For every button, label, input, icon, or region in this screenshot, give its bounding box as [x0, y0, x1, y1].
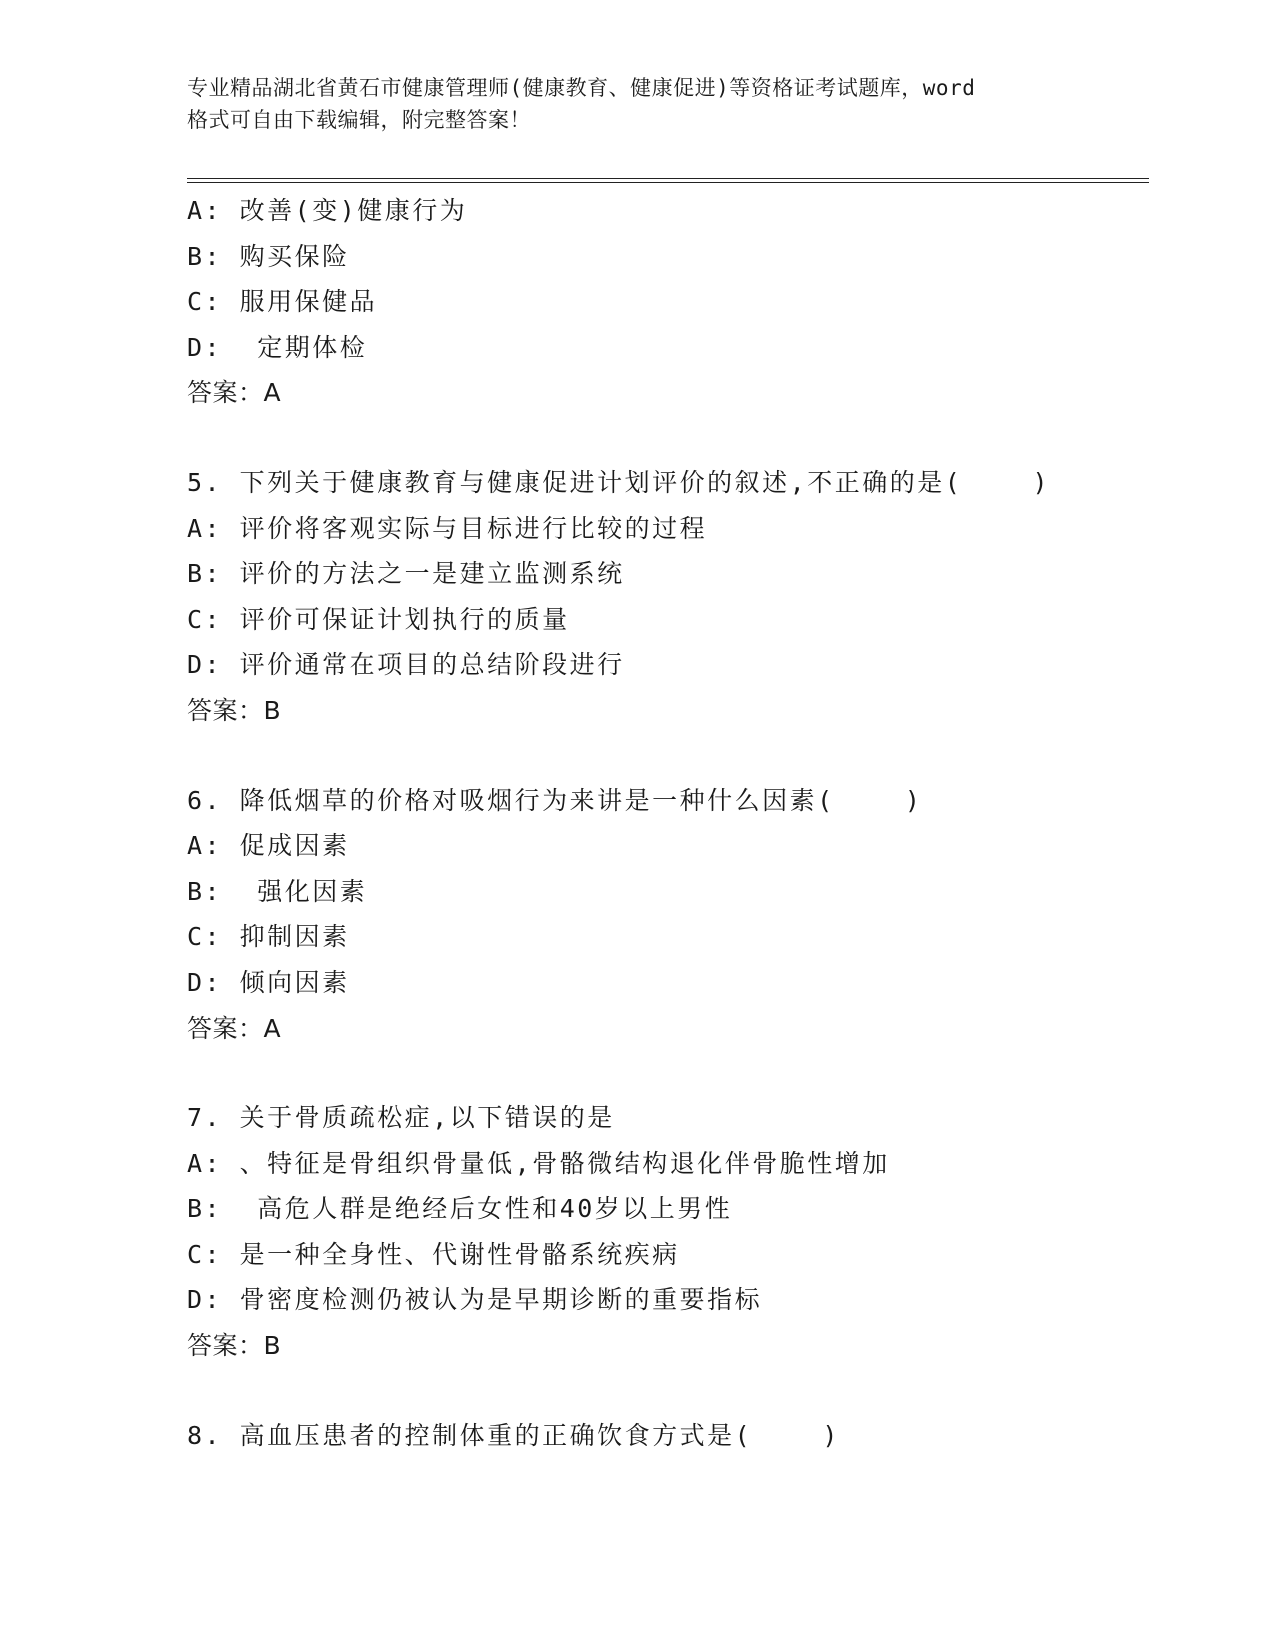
option-c: C: 是一种全身性、代谢性骨骼系统疾病: [187, 1239, 680, 1269]
question-text: 6. 降低烟草的价格对吸烟行为来讲是一种什么因素( ): [187, 785, 923, 815]
spacer: [187, 1369, 1147, 1413]
option-a: A: 、特征是骨组织骨量低,骨骼微结构退化伴骨脆性增加: [187, 1148, 890, 1178]
document-header: [187, 72, 1107, 136]
spacer: [187, 416, 1147, 460]
question-text: 5. 下列关于健康教育与健康促进计划评价的叙述,不正确的是( ): [187, 467, 1051, 497]
option-d: D: 定期体检: [187, 332, 368, 362]
option-d: D: 骨密度检测仍被认为是早期诊断的重要指标: [187, 1285, 763, 1315]
question-4: [187, 188, 1147, 416]
question-6: [187, 778, 1147, 1052]
option-b: B: 评价的方法之一是建立监测系统: [187, 559, 625, 589]
question-5: [187, 460, 1147, 734]
option-c: C: 服用保健品: [187, 287, 378, 317]
question-text: 8. 高血压患者的控制体重的正确饮食方式是( ): [187, 1420, 840, 1450]
question-8: [187, 1413, 1147, 1459]
option-a: A: 促成因素: [187, 831, 350, 861]
option-a: A: 改善(变)健康行为: [187, 196, 468, 225]
answer: 答案：B: [187, 1331, 282, 1361]
option-d: D: 评价通常在项目的总结阶段进行: [187, 650, 625, 680]
question-text: 7. 关于骨质疏松症,以下错误的是: [187, 1103, 615, 1133]
header-line-2: 格式可自由下载编辑，附完整答案！: [187, 108, 531, 132]
option-a: A: 评价将客观实际与目标进行比较的过程: [187, 513, 708, 543]
answer: 答案：B: [187, 695, 282, 725]
answer: 答案：A: [187, 378, 282, 408]
question-list: [187, 188, 1147, 1458]
header-divider: [187, 178, 1149, 183]
option-c: C: 评价可保证计划执行的质量: [187, 604, 570, 634]
header-line-1: 专业精品湖北省黄石市健康管理师(健康教育、健康促进)等资格证考试题库，word: [187, 76, 976, 100]
spacer: [187, 1051, 1147, 1095]
answer: 答案：A: [187, 1013, 282, 1043]
option-b: B: 高危人群是绝经后女性和40岁以上男性: [187, 1194, 733, 1224]
question-7: [187, 1095, 1147, 1369]
option-b: B: 强化因素: [187, 876, 368, 906]
option-c: C: 抑制因素: [187, 922, 350, 952]
option-d: D: 倾向因素: [187, 967, 350, 997]
spacer: [187, 734, 1147, 778]
option-b: B: 购买保险: [187, 241, 350, 271]
